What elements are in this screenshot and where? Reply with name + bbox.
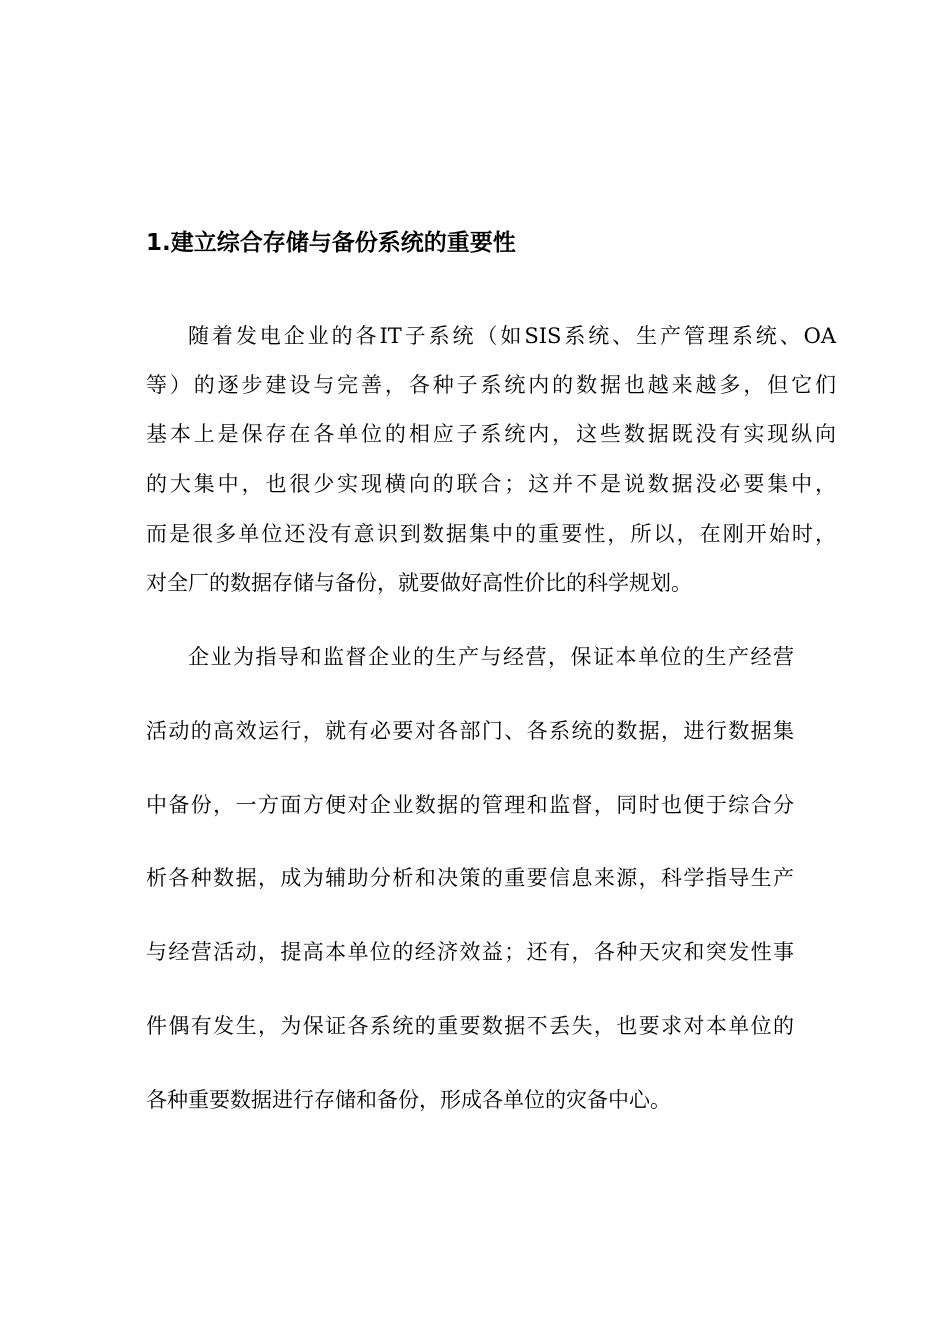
section-heading: 1.建立综合存储与备份系统的重要性	[146, 230, 516, 256]
paragraph-2-line-5: 与经营活动，提高本单位的经济效益；还有，各种天灾和突发性事	[146, 940, 794, 964]
paragraph-1-line-4: 的大集中，也很少实现横向的联合；这并不是说数据没必要集中，	[146, 472, 836, 496]
paragraph-1-line-1: 随着发电企业的各IT子系统（如SIS系统、生产管理系统、OA	[188, 324, 836, 348]
paragraph-2-line-1: 企业为指导和监督企业的生产与经营，保证本单位的生产经营	[188, 645, 794, 669]
paragraph-1-line-2: 等）的逐步建设与完善，各种子系统内的数据也越来越多，但它们	[146, 373, 836, 397]
paragraph-2-line-7: 各种重要数据进行存储和备份，形成各单位的灾备中心。	[146, 1088, 671, 1112]
paragraph-2-line-4: 析各种数据，成为辅助分析和决策的重要信息来源，科学指导生产	[146, 866, 794, 890]
paragraph-2-line-6: 件偶有发生，为保证各系统的重要数据不丢失，也要求对本单位的	[146, 1014, 794, 1038]
paragraph-2-line-2: 活动的高效运行，就有必要对各部门、各系统的数据，进行数据集	[146, 719, 794, 743]
paragraph-1-line-3: 基本上是保存在各单位的相应子系统内，这些数据既没有实现纵向	[146, 422, 836, 446]
paragraph-2-line-3: 中备份，一方面方便对企业数据的管理和监督，同时也便于综合分	[146, 793, 794, 817]
paragraph-1-line-5: 而是很多单位还没有意识到数据集中的重要性，所以，在刚开始时，	[146, 522, 836, 546]
paragraph-1-line-6: 对全厂的数据存储与备份，就要做好高性价比的科学规划。	[146, 571, 692, 595]
